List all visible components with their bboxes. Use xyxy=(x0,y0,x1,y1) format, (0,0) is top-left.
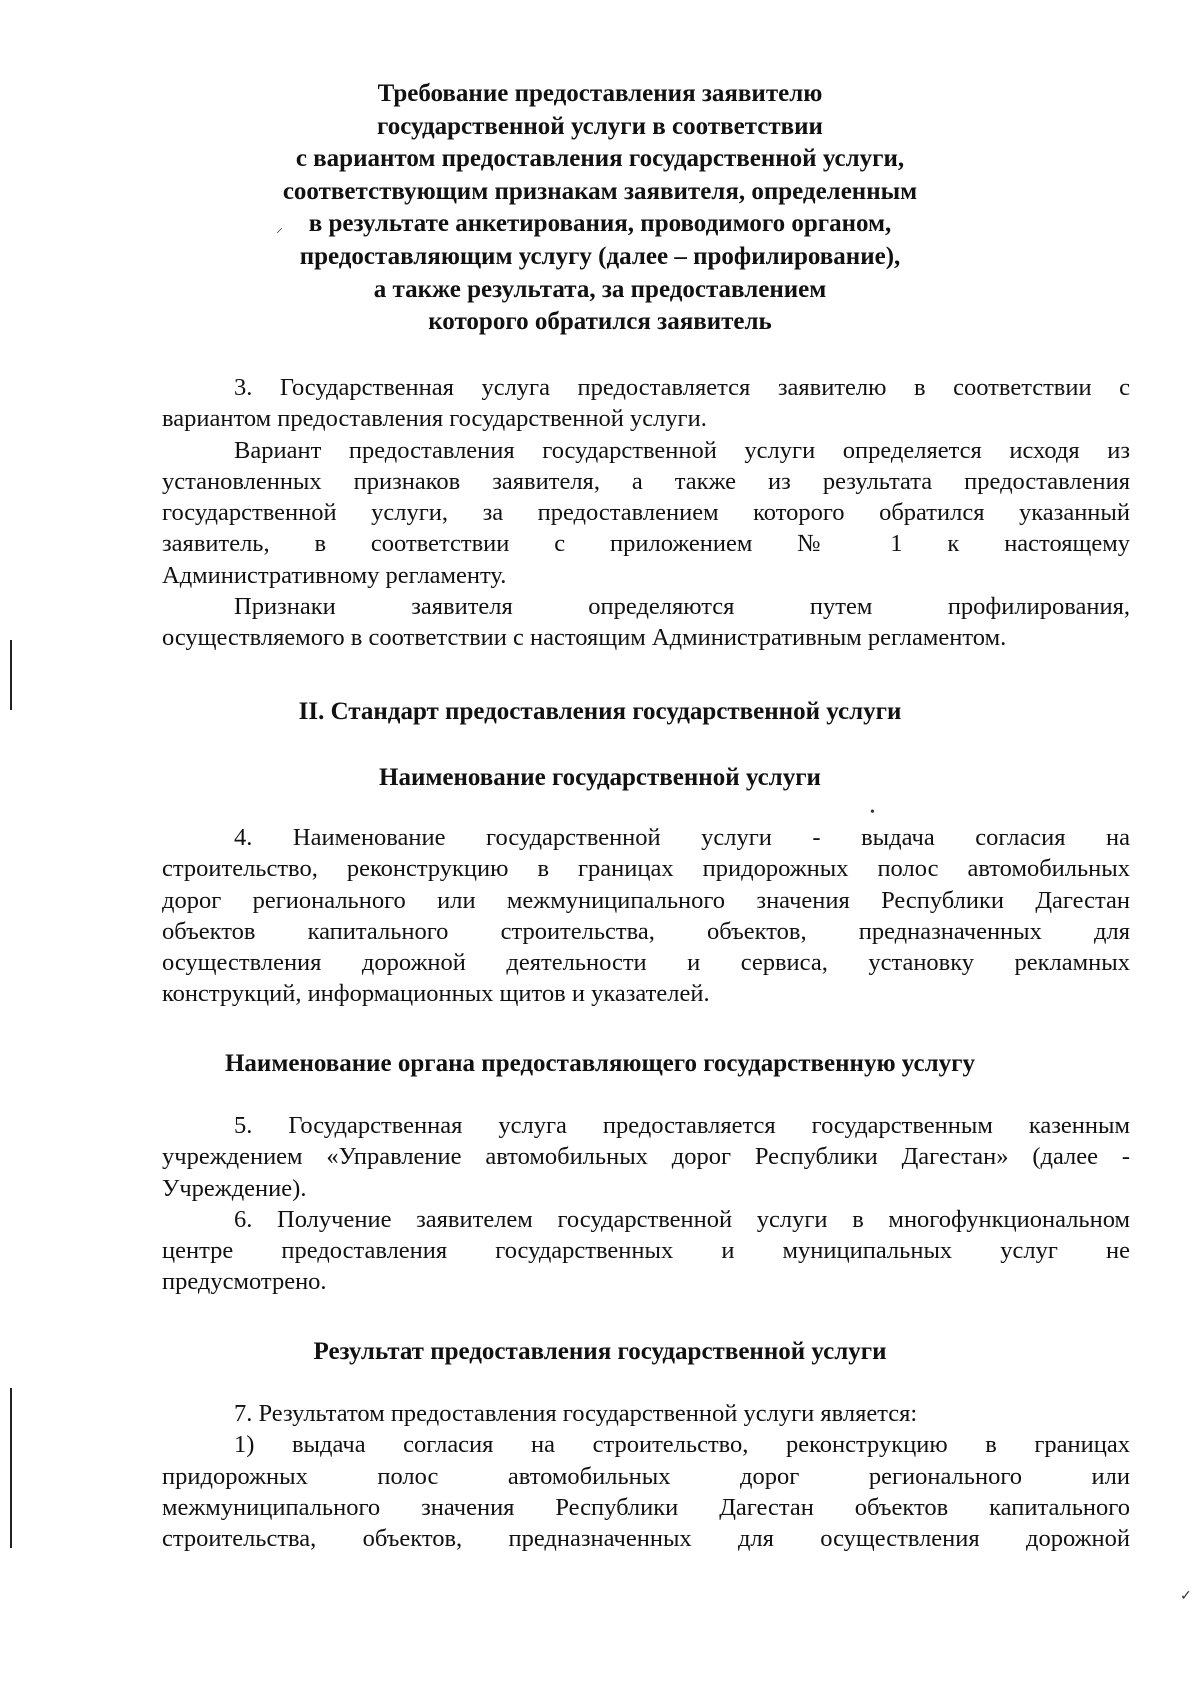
paragraph-line: строительства, объектов, предназначенных для осуществления дорожной xyxy=(162,1525,1130,1553)
paragraph-line: установленных признаков заявителя, а также из результата предоставления xyxy=(162,467,1130,495)
paragraph-line: государственной услуги, за предоставлением которого обратился указанный xyxy=(162,499,1130,527)
paragraph-line: 4. Наименование государственной услуги - выдача согласия на xyxy=(234,824,1130,851)
paragraph-line: дорог регионального или межмуниципального значения Республики Дагестан xyxy=(162,886,1130,914)
paragraph-line: осуществляемого в соответствии с настоящим Административным регламентом. xyxy=(162,624,1007,652)
paragraph-line: предусмотрено. xyxy=(162,1268,327,1296)
paragraph-line: осуществления дорожной деятельности и сервиса, установку рекламных xyxy=(162,949,1130,977)
paragraph-line: центре предоставления государственных и муниципальных услуг не xyxy=(162,1237,1130,1265)
title-line: государственной услуги в соответствии xyxy=(377,112,823,140)
paragraph-line: учреждением «Управление автомобильных дорог Республики Дагестан» (далее - xyxy=(162,1143,1130,1171)
paragraph-line: Вариант предоставления государственной услуги определяется исходя из xyxy=(234,436,1130,464)
document-title xyxy=(0,78,1200,339)
paragraph-5-6-block xyxy=(162,1110,1130,1298)
paragraph-line: Административному регламенту. xyxy=(162,561,507,589)
title-line: а также результата, за предоставлением xyxy=(373,275,827,303)
paragraph-3-block xyxy=(162,372,1130,654)
section-subtitle: Наименование государственной услуги xyxy=(379,764,821,791)
paragraph-line: 6. Получение заявителем государственной услуги в многофункциональном xyxy=(234,1205,1130,1233)
paragraph-line: Учреждение). xyxy=(162,1174,307,1202)
paragraph-line: 1) выдача согласия на строительство, реконструкцию в границах xyxy=(234,1431,1130,1459)
paragraph-line: межмуниципального значения Республики Дагестан объектов капитального xyxy=(162,1493,1130,1521)
section-title: Результат предоставления государственной услуги xyxy=(313,1338,887,1365)
title-line: Требование предоставления заявителю xyxy=(377,80,823,107)
section-title: Наименование органа предоставляющего государственную услугу xyxy=(224,1050,976,1077)
scan-margin-rule xyxy=(10,640,12,710)
title-line: которого обратился заявитель xyxy=(428,308,772,336)
paragraph-7-block xyxy=(162,1398,1130,1554)
paragraph-4-block xyxy=(162,822,1130,1010)
scan-speck: • xyxy=(870,805,875,820)
scan-margin-rule xyxy=(10,1388,12,1548)
paragraph-line: заявитель, в соответствии с приложением № 1 к настоящему xyxy=(162,530,1130,558)
paragraph-line: строительство, реконструкцию в границах придорожных полос автомобильных xyxy=(162,855,1130,883)
title-line: в результате анкетирования, проводимого органом, xyxy=(308,210,892,238)
scan-speck: ✓ xyxy=(1180,1589,1192,1604)
paragraph-line: вариантом предоставления государственной услуги. xyxy=(162,405,707,433)
title-line: соответствующим признакам заявителя, определенным xyxy=(282,177,918,205)
title-line: с вариантом предоставления государственной услуги, xyxy=(295,145,905,173)
paragraph-line: конструкций, информационных щитов и указателей. xyxy=(162,980,710,1008)
paragraph-line: 3. Государственная услуга предоставляется заявителю в соответствии с xyxy=(234,374,1130,401)
scan-speck: ⸝ xyxy=(276,221,283,236)
paragraph-line: Признаки заявителя определяются путем профилирования, xyxy=(234,593,1130,621)
section-title: II. Стандарт предоставления государственной услуги xyxy=(298,698,902,725)
title-line: предоставляющим услугу (далее – профилирование), xyxy=(299,242,901,270)
paragraph-line: 5. Государственная услуга предоставляется государственным казенным xyxy=(234,1112,1130,1139)
paragraph-line: объектов капитального строительства, объектов, предназначенных для xyxy=(162,917,1130,945)
paragraph-line: придорожных полос автомобильных дорог регионального или xyxy=(162,1462,1130,1490)
paragraph-line: 7. Результатом предоставления государственной услуги является: xyxy=(234,1400,918,1427)
